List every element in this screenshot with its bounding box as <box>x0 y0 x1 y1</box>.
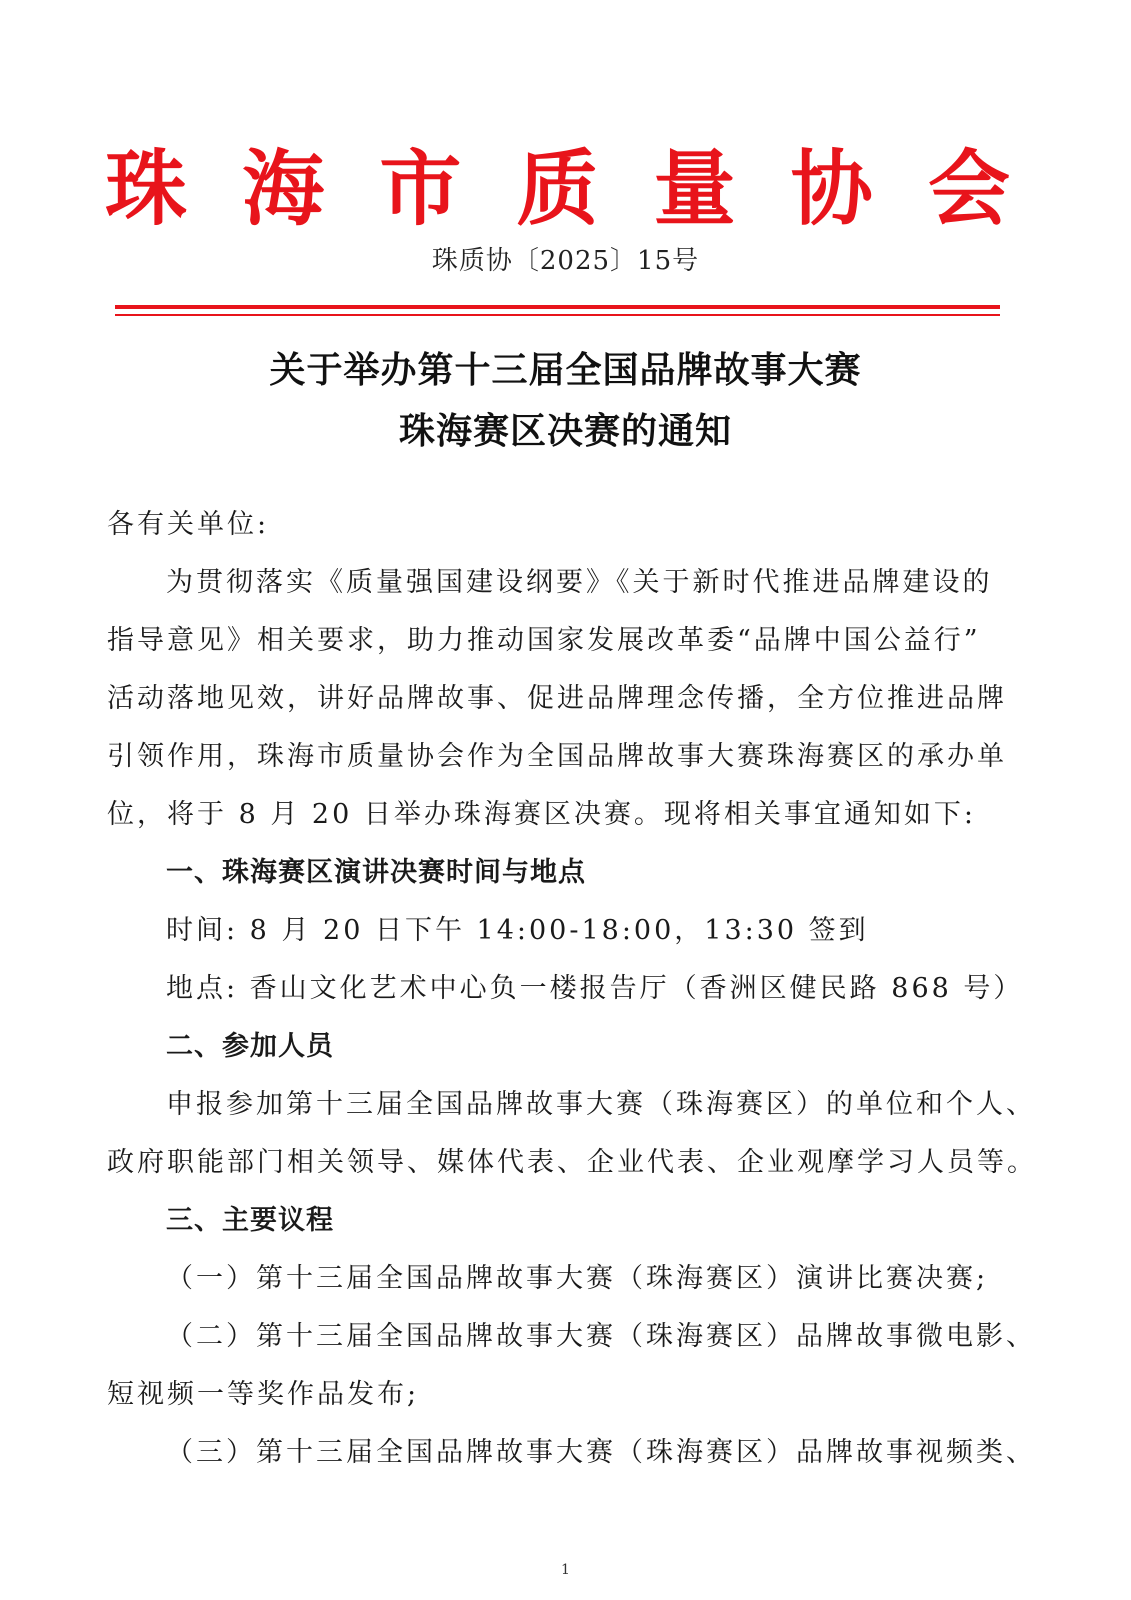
letterhead-char: 市 <box>379 142 462 237</box>
letterhead-char: 会 <box>927 142 1010 237</box>
notice-title-line-2: 珠海赛区决赛的通知 <box>398 411 732 452</box>
section-heading: 一、珠海赛区演讲决赛时间与地点 <box>166 857 586 888</box>
intro-line: 活动落地见效，讲好品牌故事、促进品牌理念传播，全方位推进品牌 <box>107 683 1007 714</box>
letterhead-char: 珠 <box>105 142 188 237</box>
letterhead-title <box>105 140 1010 240</box>
document-number: 珠质协〔2025〕15号 <box>431 246 700 276</box>
header-divider-thick <box>115 305 1000 309</box>
notice-title-line-1: 关于举办第十三届全国品牌故事大赛 <box>269 350 862 391</box>
agenda-item: 短视频一等奖作品发布; <box>107 1379 420 1410</box>
letterhead-char: 质 <box>516 142 599 237</box>
salutation: 各有关单位: <box>107 509 270 540</box>
header-divider-thin <box>115 314 1000 316</box>
participants-line: 申报参加第十三届全国品牌故事大赛（珠海赛区）的单位和个人、 <box>166 1089 1036 1120</box>
intro-line: 为贯彻落实《质量强国建设纲要》《关于新时代推进品牌建设的 <box>166 567 993 598</box>
intro-line: 指导意见》相关要求，助力推动国家发展改革委“品牌中国公益行” <box>107 625 981 656</box>
agenda-item: （三）第十三届全国品牌故事大赛（珠海赛区）品牌故事视频类、 <box>166 1437 1036 1468</box>
page-number: 1 <box>561 1562 570 1578</box>
participants-line: 政府职能部门相关领导、媒体代表、企业代表、企业观摩学习人员等。 <box>107 1147 1037 1178</box>
agenda-item: （二）第十三届全国品牌故事大赛（珠海赛区）品牌故事微电影、 <box>166 1321 1036 1352</box>
event-location: 地点: 香山文化艺术中心负一楼报告厅（香洲区健民路 868 号） <box>166 973 1024 1004</box>
section-heading: 二、参加人员 <box>166 1031 334 1062</box>
agenda-item: （一）第十三届全国品牌故事大赛（珠海赛区）演讲比赛决赛; <box>166 1263 989 1294</box>
event-time: 时间: 8 月 20 日下午 14:00-18:00，13:30 签到 <box>166 915 869 946</box>
intro-line: 引领作用，珠海市质量协会作为全国品牌故事大赛珠海赛区的承办单 <box>107 741 1007 772</box>
letterhead-char: 协 <box>790 142 873 237</box>
section-heading: 三、主要议程 <box>166 1205 334 1236</box>
letterhead-char: 海 <box>242 142 325 237</box>
letterhead-char: 量 <box>653 142 736 237</box>
intro-line: 位，将于 8 月 20 日举办珠海赛区决赛。现将相关事宜通知如下: <box>107 799 976 830</box>
